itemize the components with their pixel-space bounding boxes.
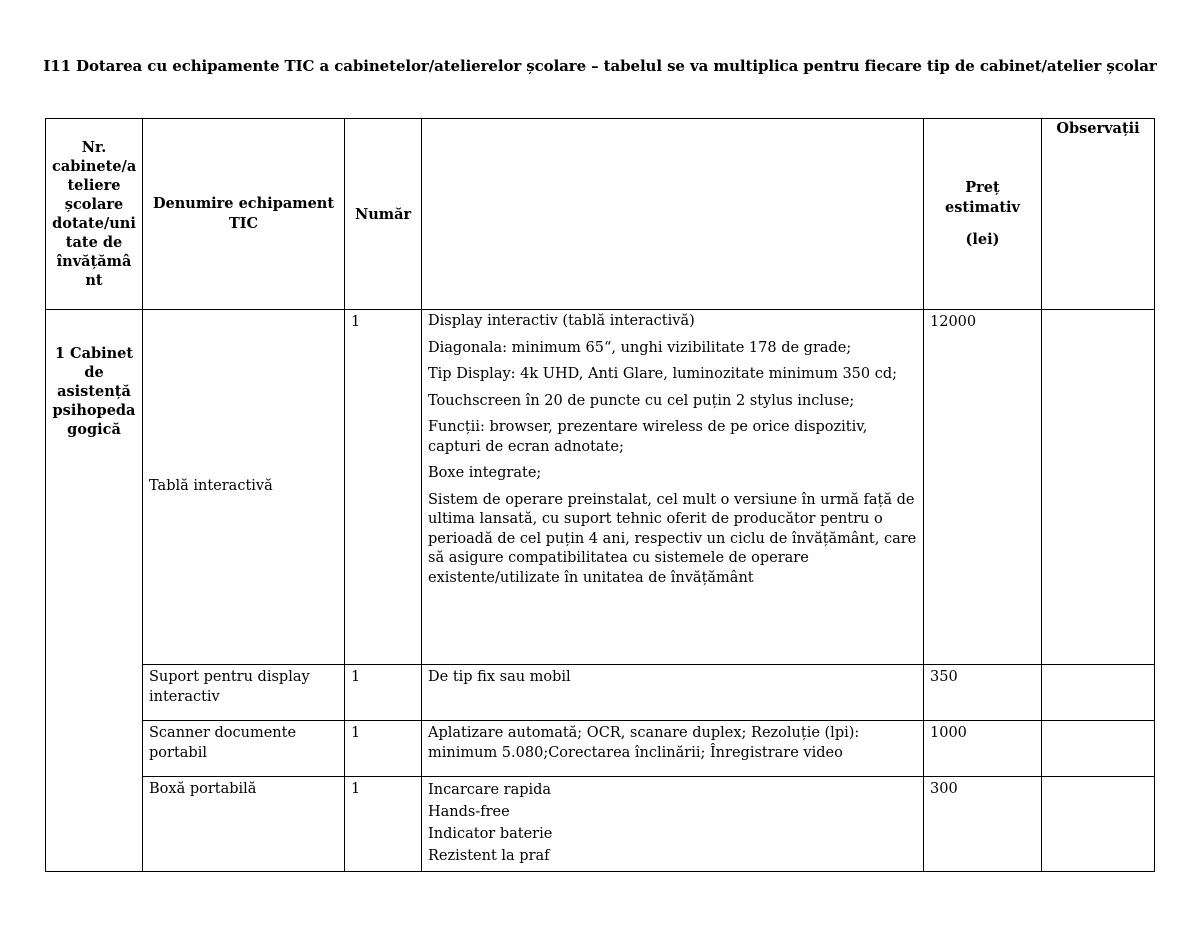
equipment-name: Suport pentru display interactiv [143, 665, 345, 721]
equipment-description [422, 777, 924, 872]
description-line: Diagonala: minimum 65“, unghi vizibilitate 178 de grade; [428, 339, 852, 356]
equipment-name: Scanner documente portabil [143, 721, 345, 777]
table-row [46, 310, 1155, 665]
equipment-name: Tablă interactivă [143, 310, 345, 665]
equipment-count: 1 [345, 777, 422, 872]
header-pret-unit: (lei) [965, 231, 1000, 248]
table-row [46, 721, 1155, 777]
cabinet-name: 1 Cabinet de asistență psihopeda gogică [46, 310, 143, 872]
equipment-price: 1000 [924, 721, 1042, 777]
description-line: Rezistent la praf [428, 848, 550, 864]
description-line: Sistem de operare preinstalat, cel mult o versiune în urmă față de ultima lansată, cu suport tehnic oferit de producător pentru o perioadă de cel puțin 4 ani, respectiv un ciclu de învățământ, care să asigure compatibilitatea cu sistemele de operare existente/utilizate în unitatea de învățământ [428, 491, 917, 586]
equipment-description: De tip fix sau mobil [422, 665, 924, 721]
equipment-observations [1042, 721, 1155, 777]
header-nr-cabinete: Nr. cabinete/a teliere școlare dotate/uni tate de învățămâ nt [46, 119, 143, 310]
header-denumire: Denumire echipament TIC [143, 119, 345, 310]
description-line: Funcții: browser, prezentare wireless de pe orice dispozitiv, capturi de ecran adnotate; [428, 419, 868, 455]
header-row [46, 119, 1155, 310]
description-line: Tip Display: 4k UHD, Anti Glare, luminozitate minimum 350 cd; [428, 366, 898, 382]
document-title: I11 Dotarea cu echipamente TIC a cabinetelor/atelierelor școlare – tabelul se va multiplica pentru fiecare tip de cabinet/atelier școlar [43, 57, 1157, 75]
header-observatii: Observații [1042, 119, 1155, 310]
table-row [46, 777, 1155, 872]
equipment-observations [1042, 777, 1155, 872]
description-line: Touchscreen în 20 de puncte cu cel puțin 2 stylus incluse; [428, 392, 855, 409]
table-row [46, 665, 1155, 721]
equipment-description [422, 310, 924, 665]
equipment-table [45, 118, 1155, 872]
header-pret [924, 119, 1042, 310]
equipment-count: 1 [345, 665, 422, 721]
equipment-name: Boxă portabilă [143, 777, 345, 872]
header-pret-label: Preț estimativ [945, 179, 1020, 216]
description-line: Indicator baterie [428, 826, 553, 842]
header-descriere [422, 119, 924, 310]
equipment-count: 1 [345, 310, 422, 665]
equipment-price: 12000 [924, 310, 1042, 665]
description-line: Hands-free [428, 804, 510, 820]
equipment-price: 300 [924, 777, 1042, 872]
equipment-count: 1 [345, 721, 422, 777]
header-numar: Număr [345, 119, 422, 310]
equipment-price: 350 [924, 665, 1042, 721]
description-line: Incarcare rapida [428, 782, 552, 798]
equipment-observations [1042, 310, 1155, 665]
equipment-description: Aplatizare automată; OCR, scanare duplex; Rezoluție (lpi): minimum 5.080;Corectarea înclinării; Înregistrare video [422, 721, 924, 777]
description-line: Display interactiv (tablă interactivă) [428, 313, 695, 329]
description-line: Boxe integrate; [428, 465, 542, 481]
equipment-observations [1042, 665, 1155, 721]
